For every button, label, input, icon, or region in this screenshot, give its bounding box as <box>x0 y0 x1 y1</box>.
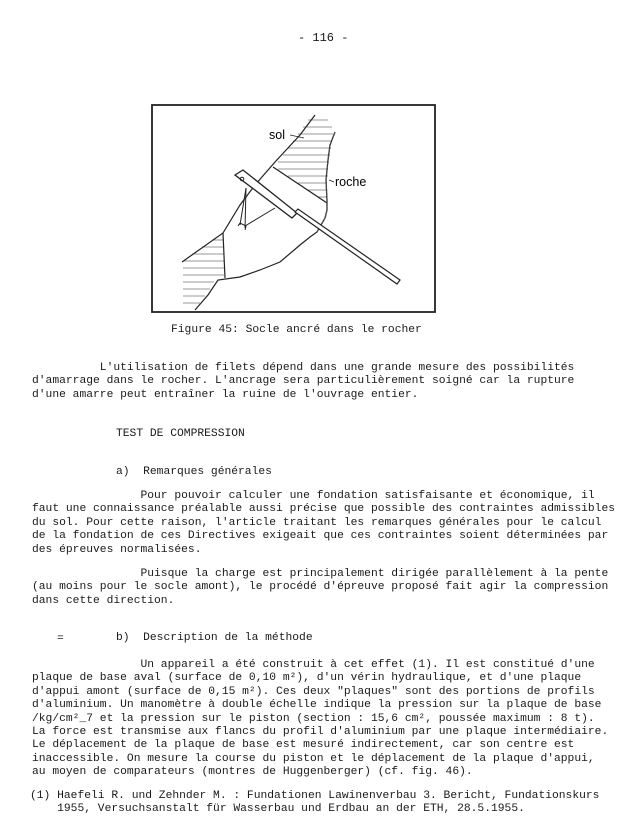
text-line: Un appareil a été construit à cet effet (1). Il est constitué d'une <box>32 659 595 671</box>
soil-hatching-upper <box>278 120 333 197</box>
text-line: inaccessible. On mesure la course du piston et le déplacement de la plaque d'appui, <box>32 752 595 765</box>
text-line: Pour pouvoir calculer une fondation satisfaisante et économique, il <box>32 490 595 502</box>
text-line: L'utilisation de filets dépend dans une grande mesure des possibilités <box>32 362 575 374</box>
text-line: d'une amarre peut entraîner la ruine de l'ouvrage entier. <box>32 388 419 401</box>
label-roche: roche <box>335 175 367 189</box>
text-line: Le déplacement de la plaque de base est mesuré indirectement, car son centre est <box>32 739 575 752</box>
paragraph-4 <box>32 659 608 780</box>
page-number: - 116 - <box>298 31 349 45</box>
text-line: de la fondation de ces Directives exigeait que ces contraintes soient déterminées par <box>32 530 609 543</box>
text-line: d'amarrage dans le rocher. L'ancrage sera particulièrement soigné car la rupture <box>32 375 575 388</box>
subsection-a-heading: a) Remarques générales <box>116 466 272 478</box>
text-line: plaque de base aval (surface de 0,10 m²), d'un vérin hydraulique, et d'une plaque <box>32 672 582 685</box>
footnote <box>30 790 599 817</box>
text-line: au moyen de comparateurs (montres de Huggenberger) (cf. fig. 46). <box>32 766 473 779</box>
text-line: du sol. Pour cette raison, l'article traitant les remarques générales pour le calcul <box>32 516 602 529</box>
text-line: faut une connaissance préalable aussi précise que possible des contraintes admissibles <box>32 503 616 516</box>
text-line: 1955, Versuchsanstalt für Wasserbau und Erdbau an der ETH, 28.5.1955. <box>30 803 525 816</box>
soil-hatching-lower <box>183 240 224 303</box>
section-title: TEST DE COMPRESSION <box>116 428 245 440</box>
label-sol: sol <box>269 128 285 142</box>
text-line: Puisque la charge est principalement dirigée parallèlement à la pente <box>32 568 609 580</box>
text-line: (1) Haefeli R. und Zehnder M. : Fundationen Lawinenverbau 3. Bericht, Fundationskurs <box>30 790 600 802</box>
subsection-b-heading: b) Description de la méthode <box>116 632 313 644</box>
roche-leader <box>329 180 334 182</box>
terrain-lines <box>182 115 335 310</box>
paragraph-2 <box>32 490 615 557</box>
text-line: d'appui amont (surface de 0,15 m²). Ces deux "plaques" sont des portions de profils <box>32 685 595 698</box>
figure-caption: Figure 45: Socle ancré dans le rocher <box>171 324 422 336</box>
anchor-rod <box>295 209 400 284</box>
text-line: d'aluminium. Un manomètre à double échelle indique la pression sur la plaque de base <box>32 699 602 712</box>
text-line: La force est transmise aux flancs du profil d'aluminium par une plaque intermédiaire. <box>32 725 609 738</box>
text-line: des épreuves normalisées. <box>32 543 202 556</box>
text-line: (au moins pour le socle amont), le procédé d'épreuve proposé fait agir la compression <box>32 581 609 594</box>
text-line: /kg/cm²_7 et la pression sur le piston (section : 15,6 cm², poussée maximum : 8 t). <box>32 712 595 725</box>
text-line: dans cette direction. <box>32 594 175 607</box>
margin-mark: = <box>57 633 64 645</box>
figure-45-anchored-base-diagram <box>150 100 450 345</box>
paragraph-3 <box>32 568 608 608</box>
paragraph-1 <box>32 362 574 402</box>
